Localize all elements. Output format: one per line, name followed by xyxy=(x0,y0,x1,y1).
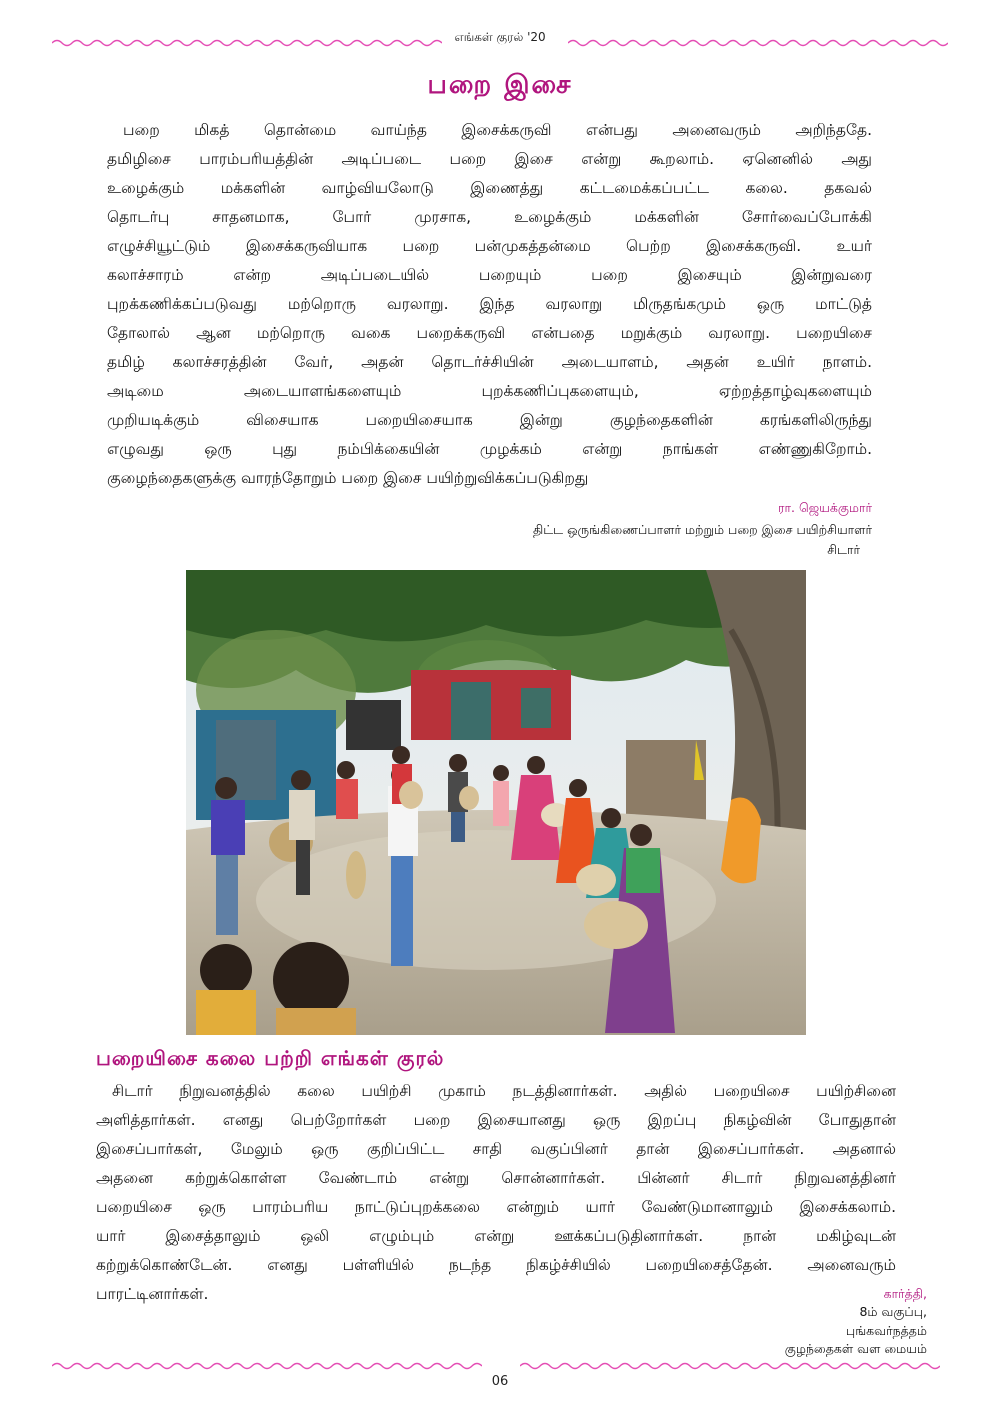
footer-wave-right xyxy=(520,1361,940,1371)
article-body-line: உழைக்கும் மக்களின் வாழ்வியலோடு இணைத்து கட்டமைக்கப்பட்ட கலை. தகவல் xyxy=(107,179,872,197)
student-class: 8ம் வகுப்பு, xyxy=(859,1304,927,1319)
article-body-line: தமிழ் கலாச்சரத்தின் வேர், அதன் தொடர்ச்சியின் அடையாளம், அதன் உயிர் நாளம். xyxy=(107,353,872,371)
article-body-line: தோலால் ஆன மற்றொரு வகை பறைக்கருவி என்பதை மறுக்கும் வரலாறு. பறையிசை xyxy=(107,324,872,342)
article-body-line: குழைந்தைகளுக்கு வாரந்தோறும் பறை இசை பயிற்றுவிக்கப்படுகிறது xyxy=(107,469,589,487)
author-org: சிடார் xyxy=(827,542,860,557)
header-title: எங்கள் குரல் '20 xyxy=(0,30,1000,46)
section-title: பறையிசை கலை பற்றி எங்கள் குரல் xyxy=(96,1046,445,1070)
article-title: பறை இசை xyxy=(427,70,573,100)
article-body-line: தமிழிசை பாரம்பரியத்தின் அடிப்படை பறை இசை என்று கூறலாம். ஏனெனில் அது xyxy=(107,150,872,168)
article-body-line: அடிமை அடையாளங்களையும் புறக்கணிப்புகளையும், ஏற்றத்தாழ்வுகளையும் xyxy=(107,382,872,400)
parai-practice-photo xyxy=(186,570,806,1035)
section-body-line: சிடார் நிறுவனத்தில் கலை பயிற்சி முகாம் நடத்தினார்கள். அதில் பறையிசை பயிற்சினை xyxy=(112,1082,896,1100)
section-body-line: அதனை கற்றுக்கொள்ள வேண்டாம் என்று சொன்னார்கள். பின்னர் சிடார் நிறுவனத்தினர் xyxy=(96,1169,896,1187)
section-body-line: அளித்தார்கள். எனது பெற்றோர்கள் பறை இசையானது ஒரு இறப்பு நிகழ்வின் போதுதான் xyxy=(96,1111,896,1129)
page-number: 06 xyxy=(491,1374,509,1389)
section-body-line: இசைப்பார்கள், மேலும் ஒரு குறிப்பிட்ட சாதி வகுப்பினர் தான் இசைப்பார்கள். அதனால் xyxy=(96,1140,896,1158)
footer-wave-left xyxy=(52,1361,482,1371)
section-body-line: யார் இசைத்தாலும் ஒலி எழும்பும் என்று ஊக்கப்படுதினார்கள். நான் மகிழ்வுடன் xyxy=(96,1227,896,1245)
section-body-line: கற்றுக்கொண்டேன். எனது பள்ளியில் நடந்த நிகழ்ச்சியில் பறையிசைத்தேன். அனைவரும் xyxy=(96,1256,896,1274)
article-body-line: முறியடிக்கும் விசையாக பறையிசையாக இன்று குழந்தைகளின் கரங்களிலிருந்து xyxy=(107,411,872,429)
student-center: குழந்தைகள் வள மையம் xyxy=(784,1341,927,1356)
author-role: திட்ட ஒருங்கிணைப்பாளர் மற்றும் பறை இசை பயிற்சியாளர் xyxy=(532,522,872,537)
article-body xyxy=(107,116,872,493)
student-place: புங்கவர்நத்தம் xyxy=(845,1323,927,1338)
author-name: ரா. ஜெயக்குமார் xyxy=(778,500,872,515)
section-body-line: பாரட்டினார்கள். xyxy=(96,1285,209,1303)
section-body-line: பறையிசை ஒரு பாரம்பரிய நாட்டுப்புறக்கலை என்றும் யார் வேண்டுமானாலும் இசைக்கலாம். xyxy=(96,1198,896,1216)
article-body-line: புறக்கணிக்கப்படுவது மற்றொரு வரலாறு. இந்த வரலாறு மிருதங்கமும் ஒரு மாட்டுத் xyxy=(107,295,872,313)
student-name: கார்த்தி, xyxy=(883,1286,927,1301)
article-body-line: தொடர்பு சாதனமாக, போர் முரசாக, உழைக்கும் மக்களின் சோர்வைப்போக்கி xyxy=(107,208,872,226)
article-body-line: எழுச்சியூட்டும் இசைக்கருவியாக பறை பன்முகத்தன்மை பெற்ற இசைக்கருவி. உயர் xyxy=(107,237,872,255)
section-body xyxy=(96,1077,896,1309)
article-body-line: எழுவது ஒரு புது நம்பிக்கையின் முழக்கம் என்று நாங்கள் எண்ணுகிறோம். xyxy=(107,440,872,458)
article-body-line: கலாச்சாரம் என்ற அடிப்படையில் பறையும் பறை இசையும் இன்றுவரை xyxy=(107,266,872,284)
article-body-line: பறை மிகத் தொன்மை வாய்ந்த இசைக்கருவி என்பது அனைவரும் அறிந்ததே. xyxy=(123,121,872,139)
